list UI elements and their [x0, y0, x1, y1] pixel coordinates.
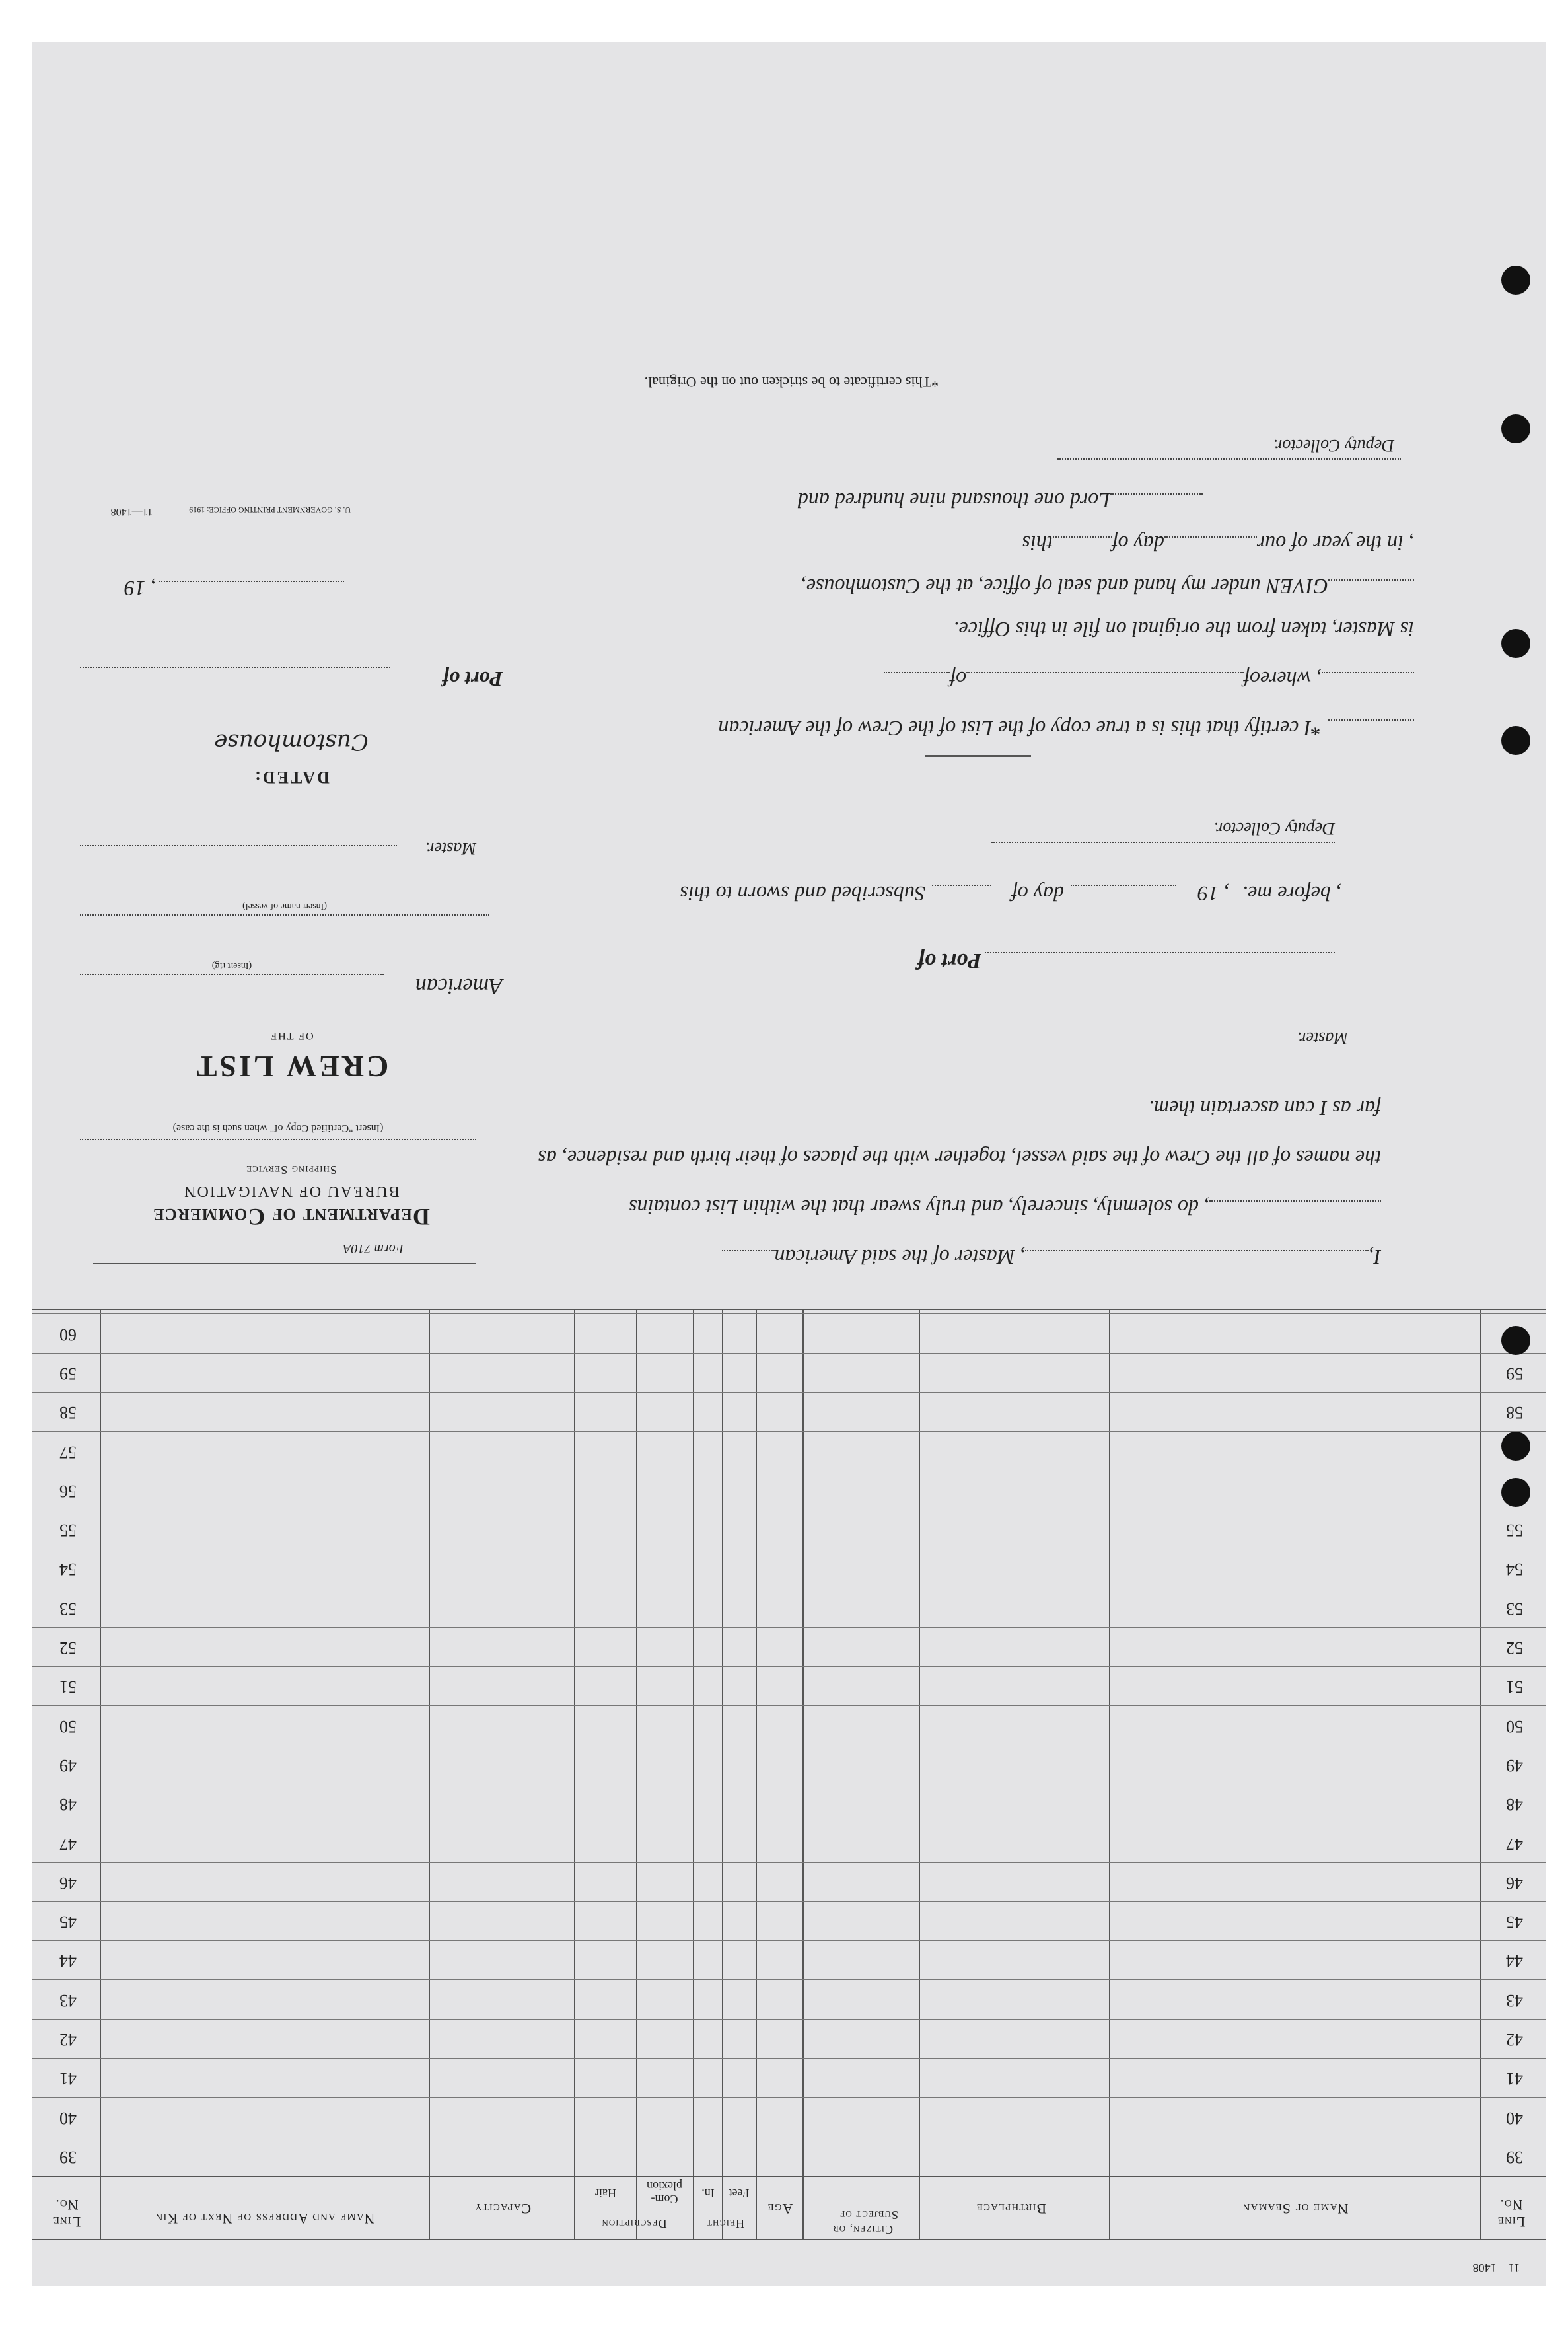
cover-printing-office: U. S. GOVERNMENT PRINTING OFFICE: 1919	[189, 505, 351, 515]
oath-month-line	[1071, 885, 1176, 886]
table-row	[32, 1353, 1546, 1354]
cover-year: , 19	[124, 577, 156, 601]
header-name-of-seaman: Name of Seaman	[1242, 2201, 1349, 2217]
row-number: 45	[1506, 1913, 1523, 1932]
oath-master-label: Master.	[1297, 1029, 1348, 1048]
cert-master-line	[1322, 672, 1414, 673]
cover-american: American	[415, 974, 503, 998]
cert-whereof: , whereof	[1244, 667, 1322, 691]
row-number-right: 60	[59, 1325, 77, 1344]
table-row	[32, 1666, 1546, 1667]
punch-hole	[1501, 1432, 1530, 1461]
cert-blank-line	[884, 672, 950, 673]
row-number: 54	[1506, 1560, 1523, 1580]
table-row	[32, 1588, 1546, 1589]
table-bottom-border	[32, 1309, 1546, 1310]
row-number-right: 43	[59, 1991, 77, 2010]
header-inches: In.	[701, 2187, 715, 2200]
oath-name-line	[1025, 1250, 1369, 1251]
oath-day-line	[932, 885, 991, 886]
row-number-right: 49	[59, 1756, 77, 1775]
cover-insert-vessel: (Insert name of vessel)	[242, 901, 327, 911]
oath-vessel-name-line	[1209, 1200, 1381, 1202]
row-number: 58	[1506, 1403, 1523, 1423]
table-row	[32, 1392, 1546, 1393]
header-hair: Hair	[595, 2187, 616, 2200]
header-bottom-border	[32, 2176, 1546, 2177]
oath-line-3: the names of all the Crew of the said vessel, together with the places of their birth and residence, as	[538, 1146, 1381, 1170]
punch-hole	[1501, 1478, 1530, 1507]
cover-department: Department of Commerce	[153, 1204, 430, 1230]
cover-certified-line	[80, 1139, 476, 1140]
oath-vessel-line	[722, 1250, 775, 1251]
row-number-right: 56	[59, 1481, 77, 1501]
oath-line-2	[629, 1195, 1381, 1220]
punch-hole	[1501, 414, 1530, 443]
cert-this: this	[1022, 532, 1053, 556]
oath-year: , 19	[1197, 882, 1229, 906]
row-number: 44	[1506, 1952, 1523, 1971]
table-row	[32, 1627, 1546, 1628]
row-number: 51	[1506, 1677, 1523, 1697]
row-number-right: 53	[59, 1599, 77, 1619]
col-divider-name	[1109, 1309, 1110, 2240]
cover-customhouse: Customhouse	[214, 729, 369, 755]
header-citizen: Citizen, or Subject of—	[827, 2209, 898, 2236]
cert-line-2	[884, 667, 1414, 691]
col-divider-birthplace	[919, 1309, 920, 2240]
cert-lord: Lord one thousand nine hundred and	[797, 489, 1110, 513]
row-number-right: 40	[59, 2108, 77, 2128]
cert-of: of	[950, 667, 967, 691]
row-number: 50	[1506, 1716, 1523, 1736]
oath-i: I,	[1369, 1245, 1381, 1269]
row-number: 47	[1506, 1834, 1523, 1854]
table-row	[32, 2058, 1546, 2059]
cert-footnote: *This certificate to be stricken out on the Original.	[644, 374, 939, 390]
oath-master-of: , Master of the said American	[774, 1245, 1026, 1269]
punch-hole	[1501, 266, 1530, 295]
header-feet: Feet	[729, 2187, 750, 2200]
cert-deputy-line	[1057, 458, 1401, 460]
oath-solemnly: , do solemnly, sincerely, and truly swear that the within List contains	[629, 1196, 1209, 1220]
cover-master-line	[80, 845, 397, 846]
table-row	[32, 1705, 1546, 1706]
col-divider-capacity	[429, 1309, 430, 2240]
table-row	[32, 2019, 1546, 2020]
row-number: 42	[1506, 2030, 1523, 2050]
form-code: 11—1408	[1472, 2261, 1520, 2275]
oath-port-line	[985, 952, 1335, 953]
cert-line-3: is Master, taken from the original on file in this Office.	[953, 618, 1414, 641]
cert-line-1: *I certify that this is a true copy of the List of the Crew of the American	[718, 717, 1322, 741]
cert-vessel-line	[1328, 719, 1414, 721]
header-birthplace: Birthplace	[976, 2201, 1047, 2217]
cover-master-label: Master.	[425, 839, 476, 858]
cert-day-of: day of	[1112, 532, 1164, 556]
row-number-right: 45	[59, 1913, 77, 1932]
row-number: 40	[1506, 2108, 1523, 2128]
cover-dated: DATED:	[253, 768, 330, 787]
punch-hole	[1501, 726, 1530, 755]
crew-list-form	[32, 42, 1546, 2286]
row-number: 39	[1506, 2148, 1523, 2167]
row-number-right: 52	[59, 1638, 77, 1658]
header-height: Height	[706, 2217, 744, 2230]
cert-month-line	[1164, 536, 1257, 538]
cert-customhouse-line	[1328, 579, 1414, 581]
cover-panel	[53, 120, 516, 1309]
cover-form-no: Form 710A	[343, 1241, 404, 1256]
row-number-right: 39	[59, 2148, 77, 2167]
oath-port-of: Port of	[917, 949, 981, 973]
row-number-right: 47	[59, 1834, 77, 1854]
oath-day-of: day of	[1011, 882, 1064, 906]
oath-deputy-line	[991, 842, 1335, 843]
cover-form-code: 11—1408	[110, 506, 153, 517]
cover-top-rule	[93, 1263, 476, 1264]
table-row	[32, 1862, 1546, 1863]
row-number: 46	[1506, 1873, 1523, 1893]
row-number: 43	[1506, 1991, 1523, 2010]
cert-year-line	[1110, 493, 1203, 495]
row-number: 52	[1506, 1638, 1523, 1658]
table-row	[32, 1940, 1546, 1941]
oath-deputy-collector: Deputy Collector.	[1213, 819, 1335, 838]
col-divider-age	[756, 1309, 757, 2240]
cover-port-of: Port of	[442, 667, 503, 691]
cover-certified-note: (Insert "Certified Copy of" when such is the case)	[172, 1122, 384, 1134]
cert-day-line	[1053, 536, 1112, 538]
punch-hole	[1501, 1326, 1530, 1355]
cover-date-line	[159, 581, 344, 582]
table-row	[32, 1901, 1546, 1902]
cover-of-the: OF THE	[269, 1030, 314, 1041]
cover-service: Shipping Service	[246, 1163, 337, 1177]
row-number-right: 54	[59, 1560, 77, 1580]
header-next-of-kin: Name and Address of Next of Kin	[155, 2210, 375, 2227]
header-capacity: Capacity	[474, 2201, 532, 2217]
header-line-no-right: Line No.	[52, 2197, 81, 2230]
row-number: 48	[1506, 1795, 1523, 1815]
row-number: 59	[1506, 1364, 1523, 1383]
row-number: 41	[1506, 2069, 1523, 2089]
col-divider-lineno	[1480, 1309, 1481, 2240]
table-row	[32, 2097, 1546, 2098]
cert-deputy-collector: Deputy Collector.	[1273, 436, 1394, 455]
col-divider-feet	[722, 1309, 723, 2240]
cert-given: GIVEN under my hand and seal of office, at the Customhouse,	[801, 575, 1328, 599]
cover-bureau: BUREAU OF NAVIGATION	[183, 1183, 400, 1200]
row-number-right: 57	[59, 1442, 77, 1462]
row-number-right: 41	[59, 2069, 77, 2089]
cover-port-line	[80, 667, 390, 668]
row-number-right: 42	[59, 2030, 77, 2050]
cert-of-line	[966, 672, 1244, 673]
row-number-right: 51	[59, 1677, 77, 1697]
col-divider-kin	[100, 1309, 101, 2240]
col-divider-height	[693, 1309, 694, 2240]
table-top-border	[32, 2239, 1546, 2240]
row-number-right: 58	[59, 1403, 77, 1423]
table-row	[32, 1313, 1546, 1314]
row-number-right: 55	[59, 1521, 77, 1541]
col-divider-complexion	[636, 1309, 637, 2240]
cert-year-of-our: , in the year of our	[1256, 532, 1414, 556]
oath-line-4: far as I can ascertain them.	[1149, 1097, 1381, 1120]
cover-title: CREW LIST	[194, 1050, 389, 1083]
header-line-no: Line No.	[1497, 2197, 1526, 2230]
cert-line-6	[798, 488, 1203, 513]
row-number: 49	[1506, 1756, 1523, 1775]
cert-line-5	[1022, 531, 1414, 556]
separator-rule	[925, 755, 1031, 757]
row-number: 55	[1506, 1521, 1523, 1541]
oath-subscribed: Subscribed and sworn to this	[680, 882, 925, 906]
cert-line-4	[801, 574, 1414, 599]
row-number: 53	[1506, 1599, 1523, 1619]
punch-hole	[1501, 629, 1530, 658]
header-age: Age	[767, 2201, 793, 2217]
table-row	[32, 1431, 1546, 1432]
oath-panel	[522, 54, 1480, 1309]
row-number-right: 44	[59, 1952, 77, 1971]
table-row	[32, 1980, 1546, 1981]
header-description: Description	[601, 2217, 667, 2230]
row-number-right: 50	[59, 1716, 77, 1736]
cover-vessel-line	[80, 914, 489, 916]
header-complexion: Com- plexion	[647, 2179, 682, 2206]
oath-before-me: , before me.	[1242, 882, 1341, 906]
oath-line-1	[722, 1245, 1381, 1269]
cover-rig-line	[80, 974, 384, 975]
row-number-right: 46	[59, 1873, 77, 1893]
col-divider-hair	[574, 1309, 575, 2240]
row-number-right: 48	[59, 1795, 77, 1815]
row-number-right: 59	[59, 1364, 77, 1383]
col-divider-citizen	[802, 1309, 804, 2240]
oath-subscribed-line	[1242, 881, 1341, 906]
cover-insert-rig: (Insert rig)	[211, 961, 252, 970]
